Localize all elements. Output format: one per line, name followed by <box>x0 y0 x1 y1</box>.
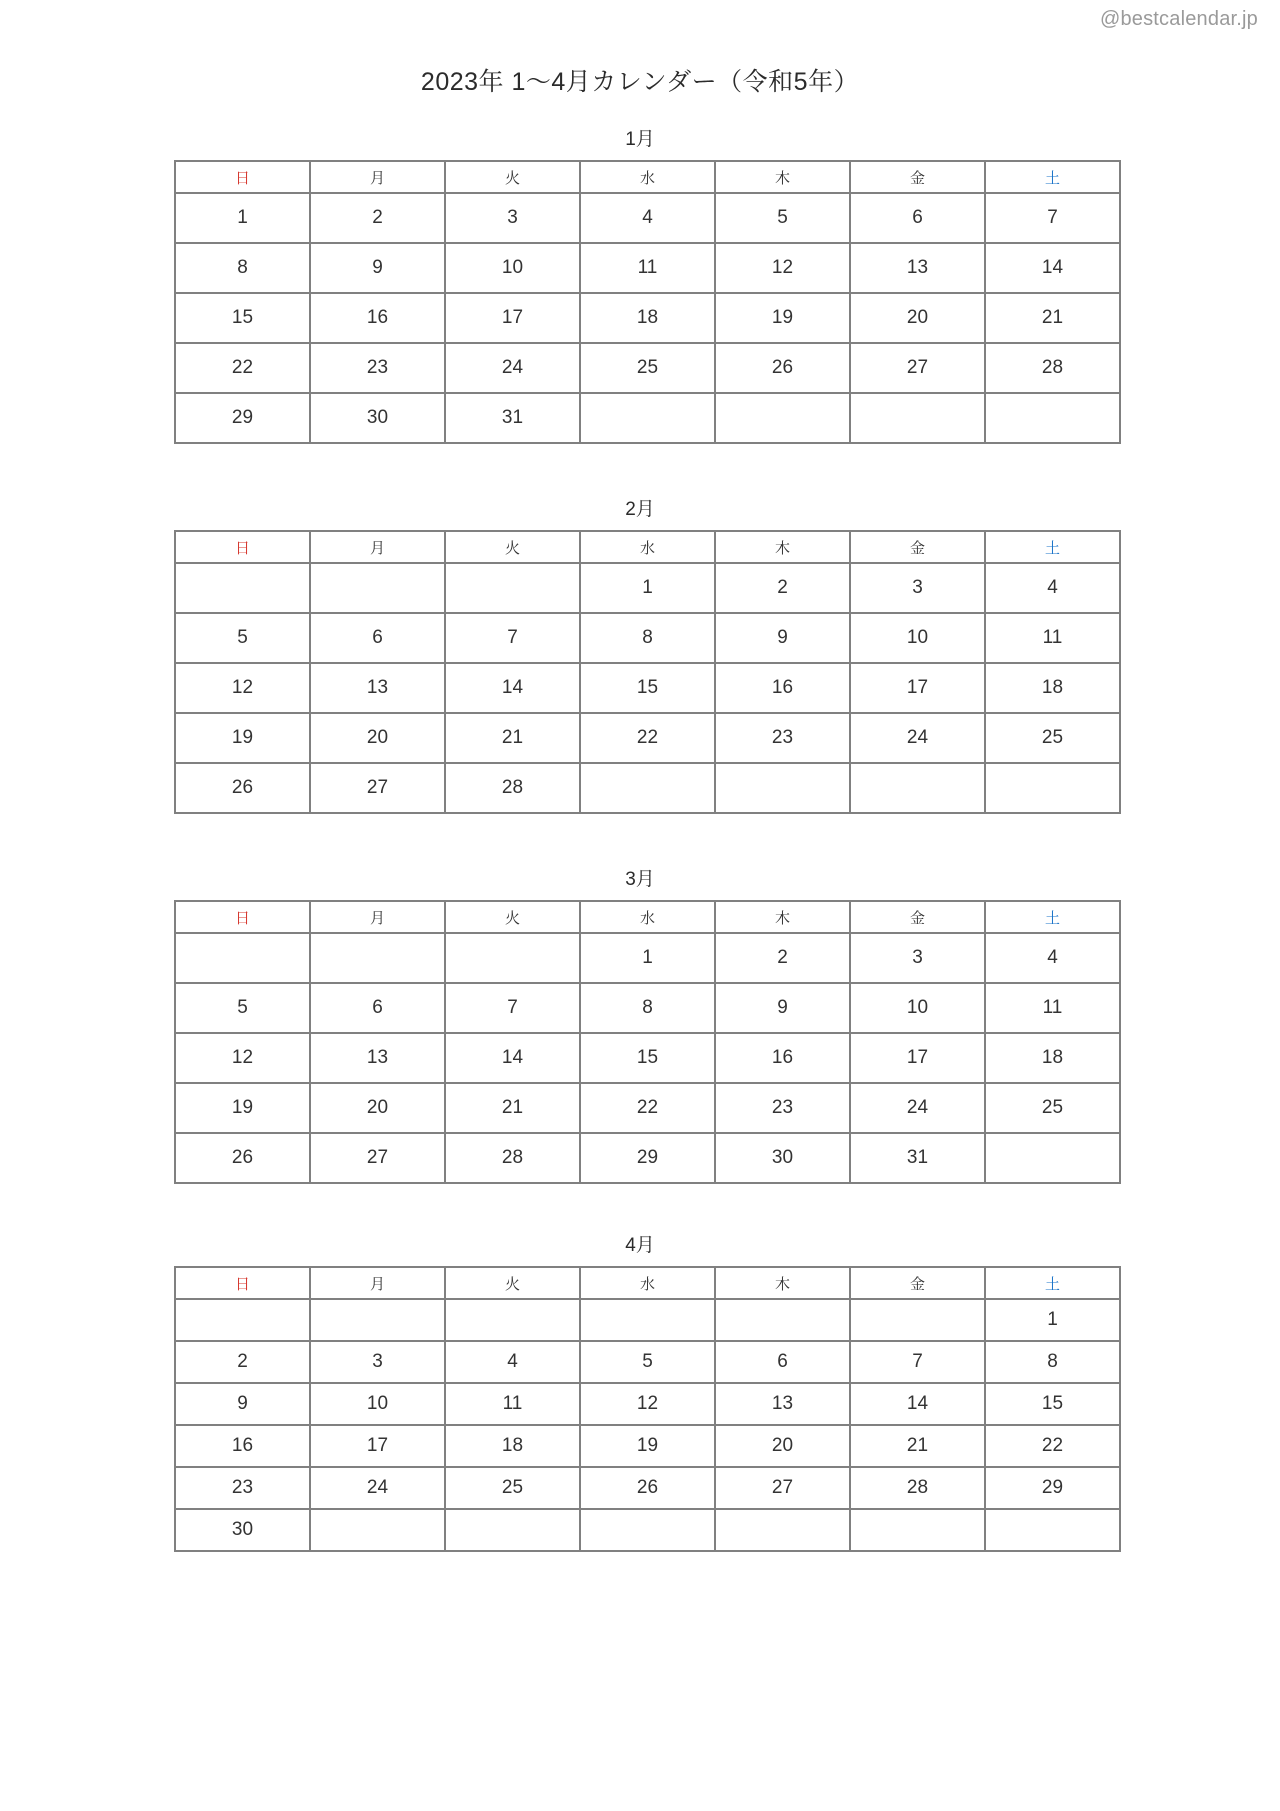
day-cell[interactable]: 19 <box>175 1083 310 1133</box>
day-cell-empty <box>985 1509 1120 1551</box>
week-row <box>175 343 1120 393</box>
day-cell[interactable]: 14 <box>985 243 1120 293</box>
day-cell[interactable]: 4 <box>985 563 1120 613</box>
weekday-header-4: 木 <box>715 901 850 933</box>
day-cell[interactable]: 9 <box>715 983 850 1033</box>
day-cell[interactable]: 30 <box>310 393 445 443</box>
day-cell[interactable]: 15 <box>985 1383 1120 1425</box>
day-cell[interactable]: 4 <box>985 933 1120 983</box>
day-cell[interactable]: 22 <box>175 343 310 393</box>
day-cell[interactable]: 6 <box>715 1341 850 1383</box>
month-block <box>174 1224 1106 1552</box>
day-cell[interactable]: 8 <box>175 243 310 293</box>
week-row <box>175 983 1120 1033</box>
day-cell[interactable]: 29 <box>175 393 310 443</box>
day-cell[interactable]: 13 <box>310 1033 445 1083</box>
day-cell[interactable]: 23 <box>715 713 850 763</box>
day-cell[interactable]: 13 <box>310 663 445 713</box>
day-cell[interactable]: 22 <box>580 713 715 763</box>
day-cell[interactable]: 5 <box>175 983 310 1033</box>
day-cell[interactable]: 19 <box>175 713 310 763</box>
week-row <box>175 1299 1120 1341</box>
weekday-header-4: 木 <box>715 531 850 563</box>
day-cell[interactable]: 27 <box>310 763 445 813</box>
day-cell[interactable]: 31 <box>850 1133 985 1183</box>
day-cell[interactable]: 25 <box>445 1467 580 1509</box>
day-cell[interactable]: 17 <box>850 1033 985 1083</box>
weekday-header-1: 月 <box>310 161 445 193</box>
day-cell[interactable]: 9 <box>175 1383 310 1425</box>
week-row <box>175 393 1120 443</box>
day-cell[interactable]: 12 <box>580 1383 715 1425</box>
day-cell[interactable]: 1 <box>580 563 715 613</box>
day-cell-empty <box>850 1299 985 1341</box>
day-cell-empty <box>850 1509 985 1551</box>
day-cell[interactable]: 25 <box>985 713 1120 763</box>
month-spacer <box>0 444 1280 488</box>
weekday-header-row <box>175 901 1120 933</box>
weekday-header-3: 水 <box>580 531 715 563</box>
weekday-header-2: 火 <box>445 901 580 933</box>
day-cell[interactable]: 27 <box>715 1467 850 1509</box>
day-cell[interactable]: 12 <box>175 1033 310 1083</box>
day-cell[interactable]: 3 <box>850 933 985 983</box>
week-row <box>175 763 1120 813</box>
day-cell[interactable]: 20 <box>850 293 985 343</box>
day-cell[interactable]: 21 <box>445 713 580 763</box>
day-cell[interactable]: 1 <box>985 1299 1120 1341</box>
weekday-header-1: 月 <box>310 901 445 933</box>
day-cell[interactable]: 6 <box>850 193 985 243</box>
weekday-header-5: 金 <box>850 1267 985 1299</box>
day-cell-empty <box>850 393 985 443</box>
weekday-header-0: 日 <box>175 1267 310 1299</box>
day-cell-empty <box>715 393 850 443</box>
day-cell[interactable]: 15 <box>175 293 310 343</box>
month-block <box>174 858 1106 1184</box>
day-cell[interactable]: 11 <box>985 983 1120 1033</box>
week-row <box>175 1033 1120 1083</box>
day-cell[interactable]: 25 <box>985 1083 1120 1133</box>
day-cell[interactable]: 24 <box>445 343 580 393</box>
day-cell[interactable]: 5 <box>580 1341 715 1383</box>
week-row <box>175 1467 1120 1509</box>
weekday-header-2: 火 <box>445 531 580 563</box>
day-cell[interactable]: 10 <box>850 613 985 663</box>
week-row <box>175 1083 1120 1133</box>
day-cell[interactable]: 7 <box>985 193 1120 243</box>
day-cell[interactable]: 28 <box>985 343 1120 393</box>
weekday-header-5: 金 <box>850 531 985 563</box>
day-cell[interactable]: 18 <box>580 293 715 343</box>
day-cell[interactable]: 21 <box>445 1083 580 1133</box>
day-cell[interactable]: 9 <box>715 613 850 663</box>
day-cell[interactable]: 2 <box>175 1341 310 1383</box>
day-cell[interactable]: 26 <box>175 1133 310 1183</box>
weekday-header-0: 日 <box>175 161 310 193</box>
day-cell-empty <box>715 1509 850 1551</box>
day-cell[interactable]: 16 <box>175 1425 310 1467</box>
week-row <box>175 193 1120 243</box>
day-cell[interactable]: 11 <box>580 243 715 293</box>
day-cell[interactable]: 4 <box>445 1341 580 1383</box>
day-cell[interactable]: 23 <box>715 1083 850 1133</box>
month-label: 1月 <box>625 129 655 150</box>
day-cell[interactable]: 13 <box>715 1383 850 1425</box>
day-cell[interactable]: 24 <box>850 1083 985 1133</box>
weekday-header-2: 火 <box>445 1267 580 1299</box>
day-cell[interactable]: 26 <box>175 763 310 813</box>
weekday-header-3: 水 <box>580 901 715 933</box>
day-cell[interactable]: 16 <box>715 663 850 713</box>
page-title: 2023年 1〜4月カレンダー（令和5年） <box>420 68 860 96</box>
day-cell-empty <box>580 763 715 813</box>
day-cell[interactable]: 28 <box>850 1467 985 1509</box>
month-label: 2月 <box>625 499 655 520</box>
day-cell[interactable]: 12 <box>175 663 310 713</box>
day-cell[interactable]: 17 <box>310 1425 445 1467</box>
month-block <box>174 488 1106 814</box>
week-row <box>175 933 1120 983</box>
day-cell[interactable]: 4 <box>580 193 715 243</box>
weekday-header-5: 金 <box>850 901 985 933</box>
week-row <box>175 1425 1120 1467</box>
day-cell[interactable]: 28 <box>445 763 580 813</box>
day-cell[interactable]: 26 <box>580 1467 715 1509</box>
weekday-header-row <box>175 161 1120 193</box>
day-cell[interactable]: 1 <box>175 193 310 243</box>
day-cell[interactable]: 14 <box>445 1033 580 1083</box>
day-cell[interactable]: 20 <box>715 1425 850 1467</box>
weekday-header-row <box>175 531 1120 563</box>
week-row <box>175 563 1120 613</box>
day-cell[interactable]: 8 <box>985 1341 1120 1383</box>
week-row <box>175 1383 1120 1425</box>
week-row <box>175 1133 1120 1183</box>
day-cell[interactable]: 28 <box>445 1133 580 1183</box>
day-cell[interactable]: 10 <box>850 983 985 1033</box>
day-cell[interactable]: 16 <box>715 1033 850 1083</box>
day-cell[interactable]: 19 <box>715 293 850 343</box>
day-cell[interactable]: 7 <box>850 1341 985 1383</box>
day-cell[interactable]: 15 <box>580 663 715 713</box>
day-cell[interactable]: 30 <box>715 1133 850 1183</box>
day-cell[interactable]: 20 <box>310 713 445 763</box>
day-cell[interactable]: 18 <box>445 1425 580 1467</box>
day-cell[interactable]: 24 <box>310 1467 445 1509</box>
day-cell[interactable]: 3 <box>310 1341 445 1383</box>
day-cell[interactable]: 8 <box>580 983 715 1033</box>
month-table <box>174 1266 1121 1552</box>
day-cell[interactable]: 16 <box>310 293 445 343</box>
month-block <box>174 118 1106 444</box>
week-row <box>175 1341 1120 1383</box>
month-label: 3月 <box>625 869 655 890</box>
day-cell[interactable]: 2 <box>715 933 850 983</box>
month-table <box>174 900 1121 1184</box>
day-cell[interactable]: 8 <box>580 613 715 663</box>
day-cell-empty <box>310 1509 445 1551</box>
weekday-header-6: 土 <box>985 531 1120 563</box>
calendar-months <box>0 118 1280 1552</box>
day-cell[interactable]: 5 <box>715 193 850 243</box>
weekday-header-3: 水 <box>580 161 715 193</box>
day-cell[interactable]: 23 <box>175 1467 310 1509</box>
day-cell[interactable]: 31 <box>445 393 580 443</box>
day-cell[interactable]: 17 <box>445 293 580 343</box>
month-spacer <box>0 814 1280 858</box>
day-cell[interactable]: 22 <box>580 1083 715 1133</box>
day-cell[interactable]: 10 <box>310 1383 445 1425</box>
month-table <box>174 530 1121 814</box>
day-cell[interactable]: 27 <box>310 1133 445 1183</box>
weekday-header-5: 金 <box>850 161 985 193</box>
watermark: @bestcalendar.jp <box>1099 8 1258 30</box>
day-cell[interactable]: 24 <box>850 713 985 763</box>
day-cell-empty <box>310 1299 445 1341</box>
day-cell-empty <box>715 763 850 813</box>
weekday-header-2: 火 <box>445 161 580 193</box>
day-cell[interactable]: 14 <box>850 1383 985 1425</box>
day-cell[interactable]: 26 <box>715 343 850 393</box>
day-cell-empty <box>850 763 985 813</box>
day-cell[interactable]: 20 <box>310 1083 445 1133</box>
day-cell[interactable]: 19 <box>580 1425 715 1467</box>
day-cell[interactable]: 2 <box>310 193 445 243</box>
day-cell[interactable]: 29 <box>985 1467 1120 1509</box>
day-cell-empty <box>175 1299 310 1341</box>
month-table <box>174 160 1121 444</box>
day-cell[interactable]: 15 <box>580 1033 715 1083</box>
day-cell[interactable]: 7 <box>445 613 580 663</box>
day-cell[interactable]: 14 <box>445 663 580 713</box>
weekday-header-4: 木 <box>715 161 850 193</box>
day-cell[interactable]: 23 <box>310 343 445 393</box>
day-cell[interactable]: 9 <box>310 243 445 293</box>
day-cell[interactable]: 1 <box>580 933 715 983</box>
day-cell[interactable]: 10 <box>445 243 580 293</box>
week-row <box>175 243 1120 293</box>
day-cell[interactable]: 22 <box>985 1425 1120 1467</box>
day-cell-empty <box>580 393 715 443</box>
day-cell-empty <box>445 563 580 613</box>
day-cell[interactable]: 21 <box>850 1425 985 1467</box>
day-cell-empty <box>445 1299 580 1341</box>
week-row <box>175 293 1120 343</box>
day-cell-empty <box>985 763 1120 813</box>
day-cell[interactable]: 29 <box>580 1133 715 1183</box>
weekday-header-0: 日 <box>175 531 310 563</box>
day-cell[interactable]: 18 <box>985 1033 1120 1083</box>
day-cell[interactable]: 27 <box>850 343 985 393</box>
weekday-header-1: 月 <box>310 1267 445 1299</box>
day-cell-empty <box>985 1133 1120 1183</box>
day-cell-empty <box>580 1299 715 1341</box>
day-cell-empty <box>310 933 445 983</box>
day-cell[interactable]: 17 <box>850 663 985 713</box>
day-cell-empty <box>985 393 1120 443</box>
day-cell-empty <box>445 933 580 983</box>
week-row <box>175 613 1120 663</box>
day-cell-empty <box>445 1509 580 1551</box>
weekday-header-6: 土 <box>985 901 1120 933</box>
weekday-header-1: 月 <box>310 531 445 563</box>
day-cell[interactable]: 3 <box>850 563 985 613</box>
day-cell[interactable]: 3 <box>445 193 580 243</box>
day-cell[interactable]: 5 <box>175 613 310 663</box>
day-cell[interactable]: 6 <box>310 613 445 663</box>
day-cell-empty <box>175 563 310 613</box>
week-row <box>175 663 1120 713</box>
day-cell-empty <box>715 1299 850 1341</box>
day-cell[interactable]: 25 <box>580 343 715 393</box>
day-cell[interactable]: 13 <box>850 243 985 293</box>
day-cell[interactable]: 11 <box>985 613 1120 663</box>
day-cell[interactable]: 7 <box>445 983 580 1033</box>
month-spacer <box>0 1184 1280 1224</box>
day-cell[interactable]: 12 <box>715 243 850 293</box>
day-cell[interactable]: 21 <box>985 293 1120 343</box>
weekday-header-row <box>175 1267 1120 1299</box>
weekday-header-3: 水 <box>580 1267 715 1299</box>
weekday-header-6: 土 <box>985 161 1120 193</box>
day-cell-empty <box>580 1509 715 1551</box>
week-row <box>175 1509 1120 1551</box>
day-cell-empty <box>175 933 310 983</box>
weekday-header-6: 土 <box>985 1267 1120 1299</box>
week-row <box>175 713 1120 763</box>
weekday-header-4: 木 <box>715 1267 850 1299</box>
day-cell[interactable]: 11 <box>445 1383 580 1425</box>
day-cell-empty <box>310 563 445 613</box>
day-cell[interactable]: 18 <box>985 663 1120 713</box>
day-cell[interactable]: 30 <box>175 1509 310 1551</box>
day-cell[interactable]: 2 <box>715 563 850 613</box>
weekday-header-0: 日 <box>175 901 310 933</box>
day-cell[interactable]: 6 <box>310 983 445 1033</box>
month-label: 4月 <box>625 1235 655 1256</box>
